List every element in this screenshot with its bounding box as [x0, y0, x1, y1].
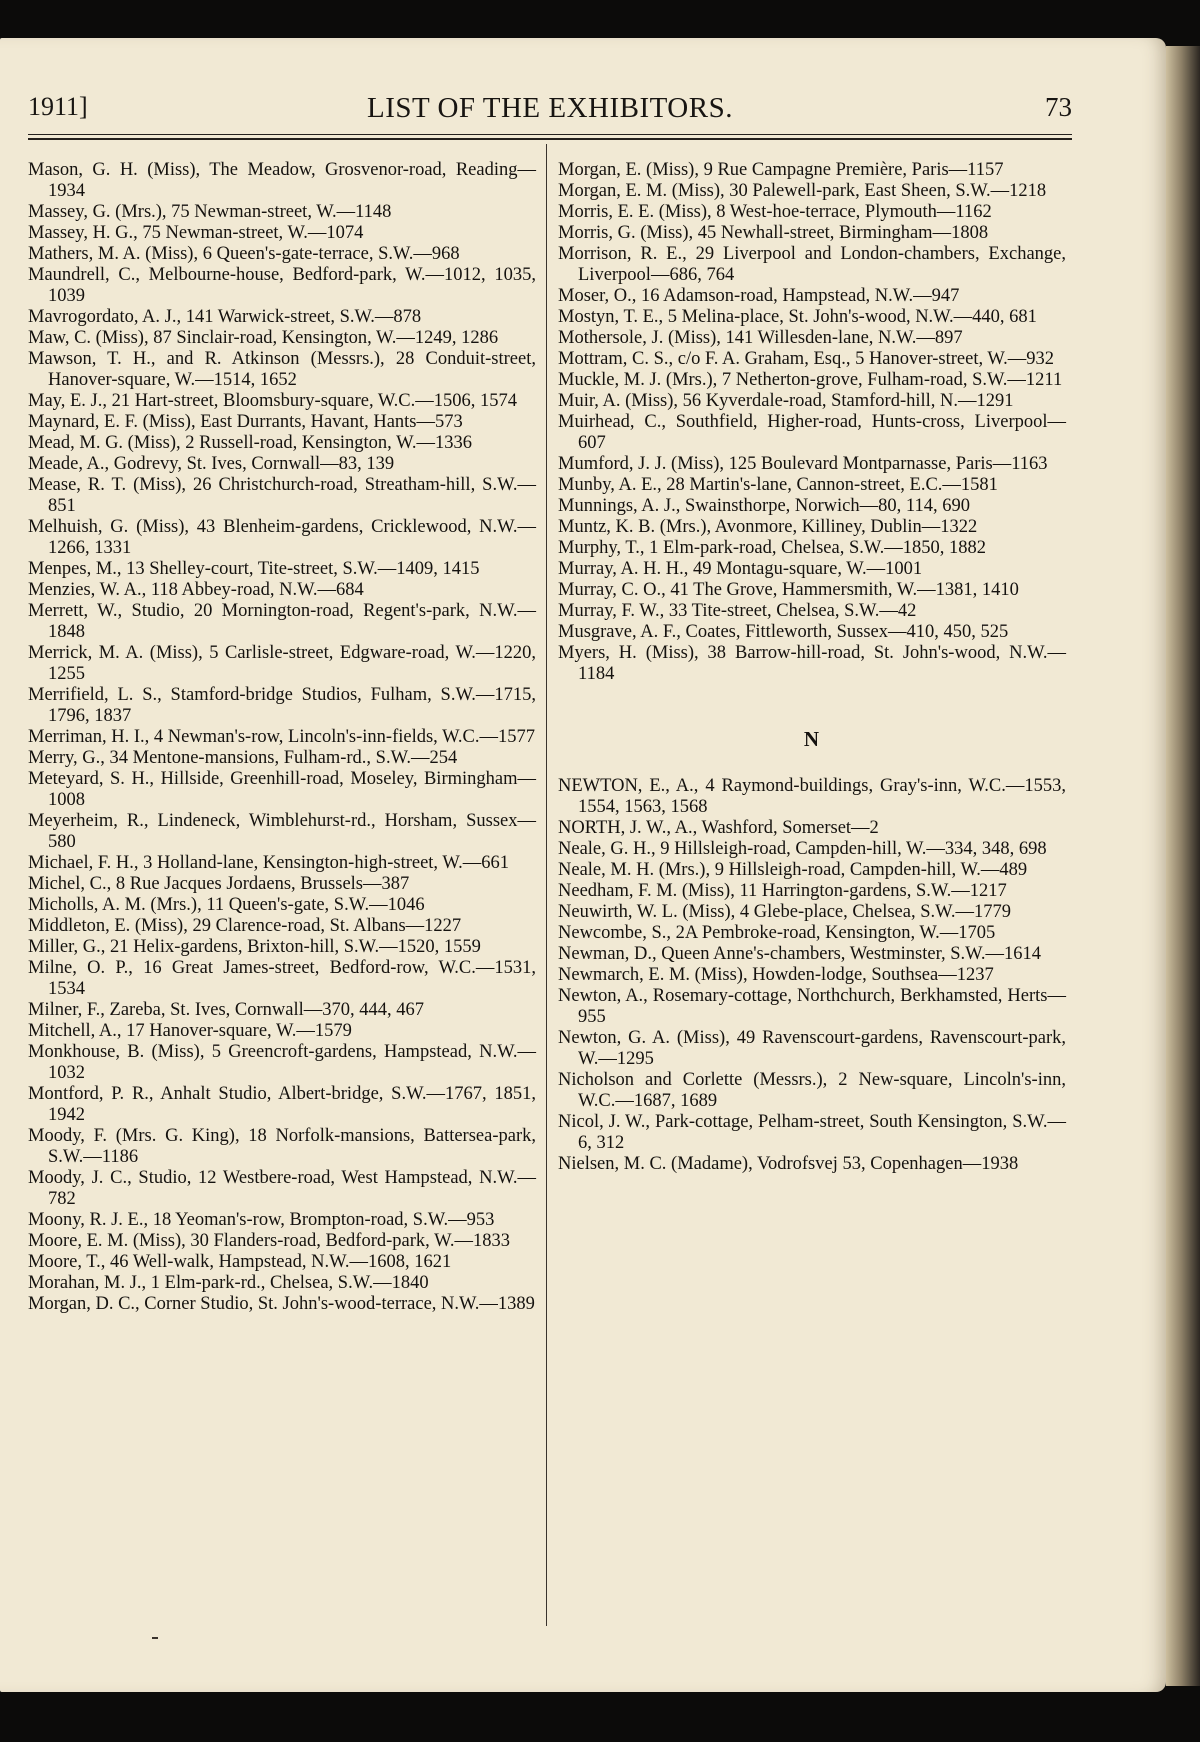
- exhibitor-entry: Muckle, M. J. (Mrs.), 7 Netherton-grove, Fulham-road, S.W.—1211: [558, 370, 1063, 390]
- exhibitor-entry: Newcombe, S., 2A Pembroke-road, Kensington, W.—1705: [558, 923, 996, 943]
- exhibitor-entry: Myers, H. (Miss), 38 Barrow-hill-road, St. John's-wood, N.W.—1184: [558, 643, 1066, 684]
- exhibitor-entry: Menzies, W. A., 118 Abbey-road, N.W.—684: [28, 580, 364, 600]
- exhibitor-entry: Moore, E. M. (Miss), 30 Flanders-road, Bedford-park, W.—1833: [28, 1231, 510, 1251]
- exhibitor-entry: Murray, A. H. H., 49 Montagu-square, W.—1001: [558, 559, 923, 579]
- m-entries: [558, 160, 1066, 685]
- exhibitor-entry: Moony, R. J. E., 18 Yeoman's-row, Brompton-road, S.W.—953: [28, 1210, 495, 1230]
- exhibitor-entry: Morris, G. (Miss), 45 Newhall-street, Birmingham—1808: [558, 223, 989, 243]
- exhibitor-entry: Muntz, K. B. (Mrs.), Avonmore, Killiney, Dublin—1322: [558, 517, 978, 537]
- exhibitor-entry: Montford, P. R., Anhalt Studio, Albert-bridge, S.W.—1767, 1851, 1942: [28, 1084, 536, 1125]
- exhibitor-entry: Neuwirth, W. L. (Miss), 4 Glebe-place, Chelsea, S.W.—1779: [558, 902, 1012, 922]
- exhibitor-entry: Michael, F. H., 3 Holland-lane, Kensington-high-street, W.—661: [28, 853, 509, 873]
- exhibitor-entry: Merriman, H. I., 4 Newman's-row, Lincoln's-inn-fields, W.C.—1577: [28, 727, 535, 747]
- exhibitor-entry: Maw, C. (Miss), 87 Sinclair-road, Kensington, W.—1249, 1286: [28, 328, 499, 348]
- page-number: 73: [1045, 92, 1072, 122]
- page-edge: [1166, 46, 1200, 1686]
- exhibitor-entry: Neale, G. H., 9 Hillsleigh-road, Campden-hill, W.—334, 348, 698: [558, 839, 1047, 859]
- exhibitor-entry: Meyerheim, R., Lindeneck, Wimblehurst-rd., Horsham, Sussex—580: [28, 811, 536, 852]
- exhibitor-entry: Mumford, J. J. (Miss), 125 Boulevard Montparnasse, Paris—1163: [558, 454, 1048, 474]
- header-year: 1911]: [28, 92, 88, 121]
- exhibitor-entry: Musgrave, A. F., Coates, Fittleworth, Sussex—410, 450, 525: [558, 622, 1009, 642]
- header-rule-thin: [28, 134, 1072, 135]
- exhibitor-entry: Morgan, E. M. (Miss), 30 Palewell-park, East Sheen, S.W.—1218: [558, 181, 1047, 201]
- header-rule-thick: [28, 138, 1072, 140]
- exhibitor-entry: Mease, R. T. (Miss), 26 Christchurch-road, Streatham-hill, S.W.—851: [28, 475, 536, 516]
- exhibitor-entry: Merrett, W., Studio, 20 Mornington-road, Regent's-park, N.W.—1848: [28, 601, 536, 642]
- exhibitor-entry: Nicol, J. W., Park-cottage, Pelham-street, South Kensington, S.W.—6, 312: [558, 1112, 1066, 1153]
- exhibitor-entry: Mitchell, A., 17 Hanover-square, W.—1579: [28, 1021, 352, 1041]
- exhibitor-entry: Needham, F. M. (Miss), 11 Harrington-gardens, S.W.—1217: [558, 881, 1007, 901]
- exhibitor-entry: Murray, F. W., 33 Tite-street, Chelsea, S.W.—42: [558, 601, 917, 621]
- exhibitor-entry: Morgan, D. C., Corner Studio, St. John's-wood-terrace, N.W.—1389: [28, 1294, 535, 1314]
- exhibitor-entry: May, E. J., 21 Hart-street, Bloomsbury-square, W.C.—1506, 1574: [28, 391, 517, 411]
- exhibitor-entry: Morrison, R. E., 29 Liverpool and London-chambers, Exchange, Liverpool—686, 764: [558, 244, 1066, 285]
- exhibitor-entry: Mavrogordato, A. J., 141 Warwick-street, S.W.—878: [28, 307, 422, 327]
- exhibitor-entry: Menpes, M., 13 Shelley-court, Tite-street, S.W.—1409, 1415: [28, 559, 480, 579]
- exhibitor-entry: Morris, E. E. (Miss), 8 West-hoe-terrace, Plymouth—1162: [558, 202, 992, 222]
- page-mark: [152, 1637, 158, 1639]
- exhibitor-entry: Meade, A., Godrevy, St. Ives, Cornwall—83, 139: [28, 454, 395, 474]
- exhibitor-entry: Maynard, E. F. (Miss), East Durrants, Havant, Hants—573: [28, 412, 463, 432]
- exhibitor-entry: Merrick, M. A. (Miss), 5 Carlisle-street, Edgware-road, W.—1220, 1255: [28, 643, 536, 684]
- right-column: [558, 160, 1066, 1175]
- section-letter-n: N: [803, 727, 821, 751]
- exhibitor-entry: Milne, O. P., 16 Great James-street, Bedford-row, W.C.—1531, 1534: [28, 958, 536, 999]
- exhibitor-entry: Moody, F. (Mrs. G. King), 18 Norfolk-mansions, Battersea-park, S.W.—1186: [28, 1126, 536, 1167]
- exhibitor-entry: Murray, C. O., 41 The Grove, Hammersmith, W.—1381, 1410: [558, 580, 1019, 600]
- exhibitor-entry: Miller, G., 21 Helix-gardens, Brixton-hill, S.W.—1520, 1559: [28, 937, 481, 957]
- exhibitor-entry: Morahan, M. J., 1 Elm-park-rd., Chelsea, S.W.—1840: [28, 1273, 429, 1293]
- exhibitor-entry: Massey, H. G., 75 Newman-street, W.—1074: [28, 223, 364, 243]
- exhibitor-entry: Meteyard, S. H., Hillside, Greenhill-road, Moseley, Birmingham—1008: [28, 769, 536, 810]
- exhibitor-entry: Mostyn, T. E., 5 Melina-place, St. John's-wood, N.W.—440, 681: [558, 307, 1037, 327]
- exhibitor-entry: Muir, A. (Miss), 56 Kyverdale-road, Stamford-hill, N.—1291: [558, 391, 1014, 411]
- exhibitor-entry: Merrifield, L. S., Stamford-bridge Studios, Fulham, S.W.—1715, 1796, 1837: [28, 685, 536, 726]
- exhibitor-entry: Moody, J. C., Studio, 12 Westbere-road, West Hampstead, N.W.—782: [28, 1168, 536, 1209]
- exhibitor-entry: Maundrell, C., Melbourne-house, Bedford-park, W.—1012, 1035, 1039: [28, 265, 536, 306]
- exhibitor-entry: Nicholson and Corlette (Messrs.), 2 New-square, Lincoln's-inn, W.C.—1687, 1689: [558, 1070, 1066, 1111]
- exhibitor-entry: Moore, T., 46 Well-walk, Hampstead, N.W.—1608, 1621: [28, 1252, 452, 1272]
- exhibitor-entry: Middleton, E. (Miss), 29 Clarence-road, St. Albans—1227: [28, 916, 462, 936]
- column-divider: [546, 144, 547, 1626]
- n-entries: [558, 776, 1066, 1175]
- exhibitor-entry: Mothersole, J. (Miss), 141 Willesden-lane, N.W.—897: [558, 328, 963, 348]
- exhibitor-entry: Newmarch, E. M. (Miss), Howden-lodge, Southsea—1237: [558, 965, 994, 985]
- exhibitor-entry: Milner, F., Zareba, St. Ives, Cornwall—370, 444, 467: [28, 1000, 424, 1020]
- exhibitor-entry: Mottram, C. S., c/o F. A. Graham, Esq., 5 Hanover-street, W.—932: [558, 349, 1055, 369]
- exhibitor-entry: Mawson, T. H., and R. Atkinson (Messrs.), 28 Conduit-street, Hanover-square, W.—1514, 1652: [28, 349, 536, 390]
- exhibitor-entry: Neale, M. H. (Mrs.), 9 Hillsleigh-road, Campden-hill, W.—489: [558, 860, 1028, 880]
- exhibitor-entry: Michel, C., 8 Rue Jacques Jordaens, Brussels—387: [28, 874, 410, 894]
- exhibitor-entry: Monkhouse, B. (Miss), 5 Greencroft-gardens, Hampstead, N.W.—1032: [28, 1042, 536, 1083]
- exhibitor-entry: Nielsen, M. C. (Madame), Vodrofsvej 53, Copenhagen—1938: [558, 1154, 1019, 1174]
- exhibitor-entry: Newton, G. A. (Miss), 49 Ravenscourt-gardens, Ravenscourt-park, W.—1295: [558, 1028, 1066, 1069]
- exhibitor-entry: Morgan, E. (Miss), 9 Rue Campagne Première, Paris—1157: [558, 160, 1004, 180]
- running-head: [28, 92, 1072, 132]
- exhibitor-entry: NORTH, J. W., A., Washford, Somerset—2: [558, 818, 879, 838]
- exhibitor-entry: Munnings, A. J., Swainsthorpe, Norwich—80, 114, 690: [558, 496, 970, 516]
- exhibitor-entry: Mead, M. G. (Miss), 2 Russell-road, Kensington, W.—1336: [28, 433, 472, 453]
- exhibitor-entry: Moser, O., 16 Adamson-road, Hampstead, N.W.—947: [558, 286, 960, 306]
- exhibitor-entry: Muirhead, C., Southfield, Higher-road, Hunts-cross, Liverpool—607: [558, 412, 1066, 453]
- page-title: LIST OF THE EXHIBITORS.: [367, 92, 733, 124]
- exhibitor-entry: Massey, G. (Mrs.), 75 Newman-street, W.—1148: [28, 202, 392, 222]
- exhibitor-entry: Newton, A., Rosemary-cottage, Northchurch, Berkhamsted, Herts—955: [558, 986, 1066, 1027]
- exhibitor-entry: Merry, G., 34 Mentone-mansions, Fulham-rd., S.W.—254: [28, 748, 458, 768]
- exhibitor-entry: NEWTON, E., A., 4 Raymond-buildings, Gray's-inn, W.C.—1553, 1554, 1563, 1568: [558, 776, 1066, 817]
- exhibitor-entry: Mason, G. H. (Miss), The Meadow, Grosvenor-road, Reading—1934: [28, 160, 536, 201]
- exhibitor-entry: Newman, D., Queen Anne's-chambers, Westminster, S.W.—1614: [558, 944, 1042, 964]
- exhibitor-entry: Murphy, T., 1 Elm-park-road, Chelsea, S.W.—1850, 1882: [558, 538, 987, 558]
- left-column: [28, 160, 536, 1315]
- exhibitor-entry: Micholls, A. M. (Mrs.), 11 Queen's-gate, S.W.—1046: [28, 895, 425, 915]
- exhibitor-entry: Melhuish, G. (Miss), 43 Blenheim-gardens, Cricklewood, N.W.—1266, 1331: [28, 517, 536, 558]
- exhibitor-entry: Mathers, M. A. (Miss), 6 Queen's-gate-terrace, S.W.—968: [28, 244, 460, 264]
- exhibitor-entry: Munby, A. E., 28 Martin's-lane, Cannon-street, E.C.—1581: [558, 475, 998, 495]
